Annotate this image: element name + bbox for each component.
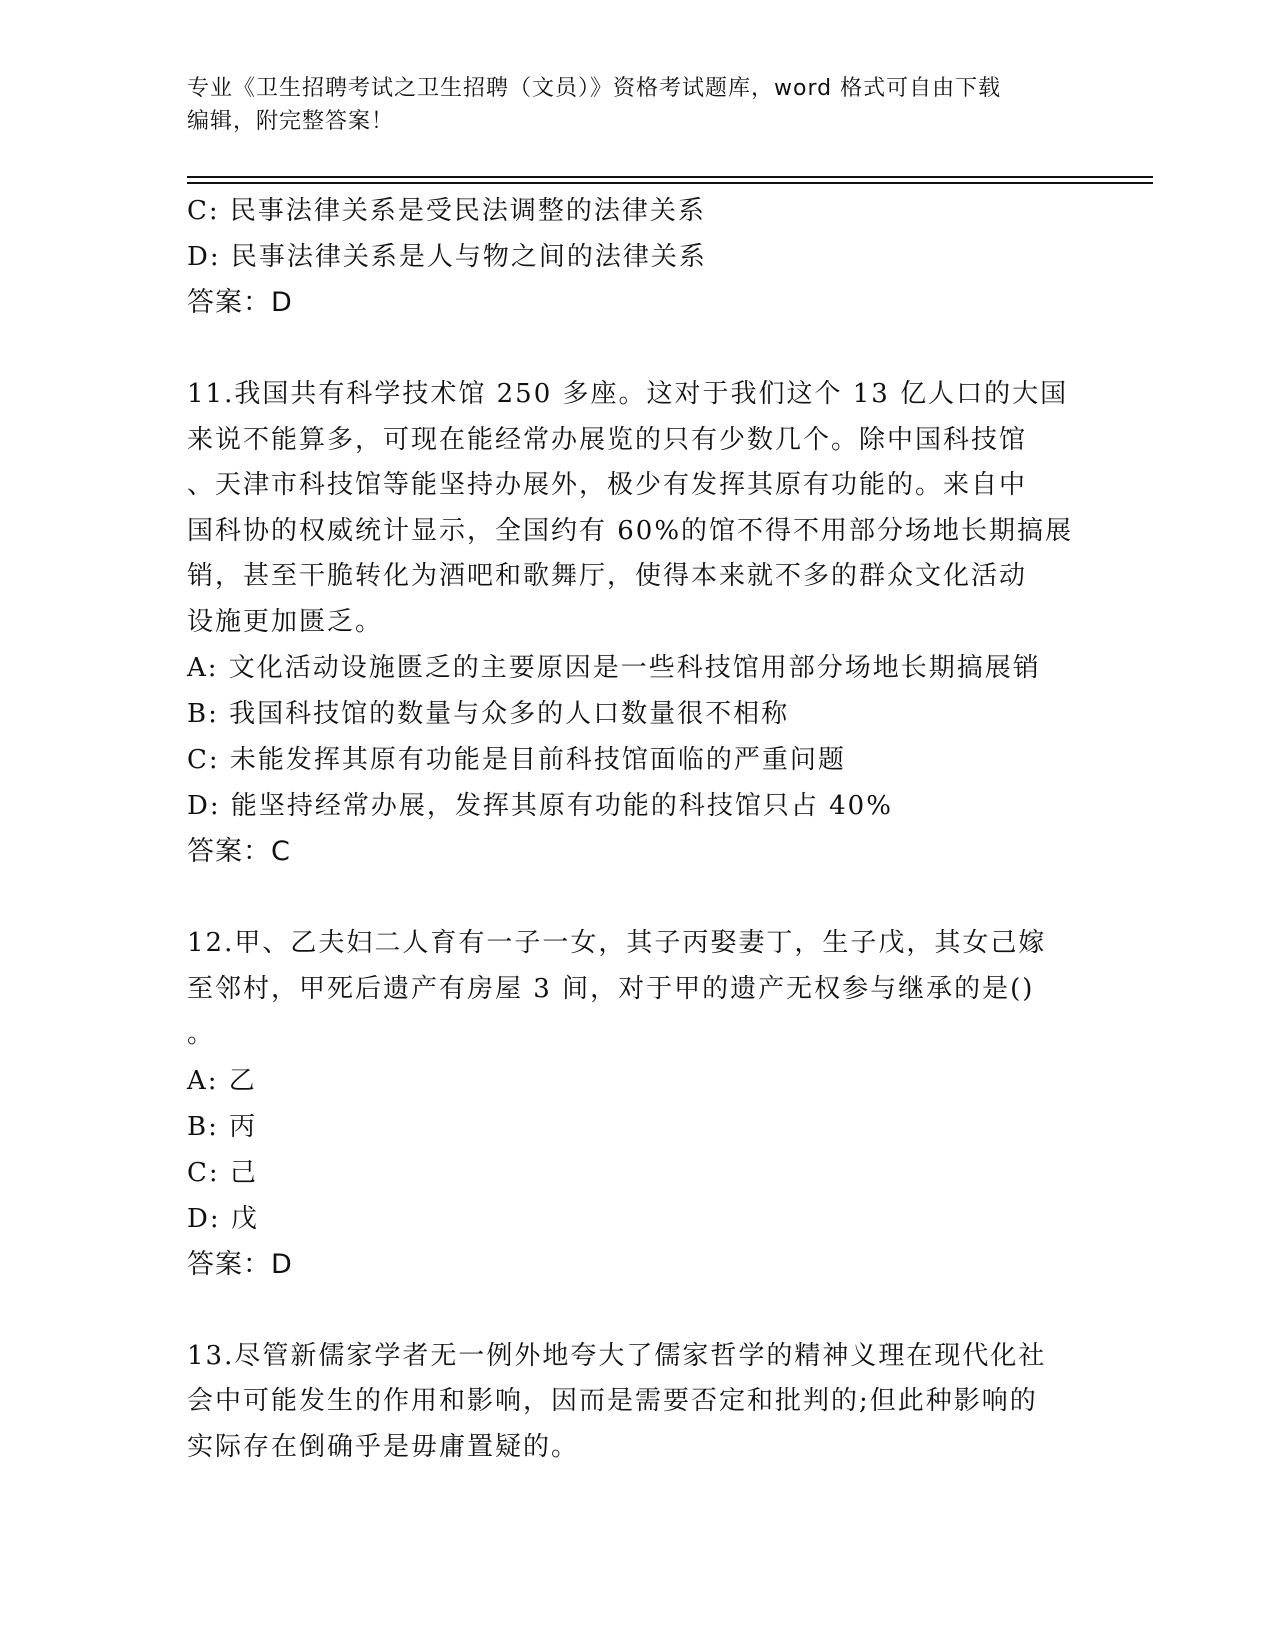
question-stem bbox=[187, 1334, 1087, 1471]
option-a: A: 乙 bbox=[187, 1065, 257, 1096]
stem-line: 12.甲、乙夫妇二人育有一子一女，其子丙娶妻丁，生子戊，其女己嫁 bbox=[187, 928, 1047, 958]
stem-line: 设施更加匮乏。 bbox=[187, 606, 384, 637]
question-13 bbox=[187, 1334, 1087, 1471]
spacer bbox=[187, 326, 1087, 372]
spacer bbox=[187, 1288, 1087, 1334]
option-d: D: 戊 bbox=[187, 1203, 259, 1234]
stem-line: 至邻村，甲死后遗产有房屋 3 间，对于甲的遗产无权参与继承的是() bbox=[187, 973, 1035, 1004]
option-c: C: 未能发挥其原有功能是目前科技馆面临的严重问题 bbox=[187, 745, 846, 775]
answer: 答案：C bbox=[187, 836, 291, 867]
option-d: D: 民事法律关系是人与物之间的法律关系 bbox=[187, 242, 707, 272]
question-stem bbox=[187, 921, 1087, 1058]
option-b: B: 丙 bbox=[187, 1111, 258, 1142]
header-line-1: 专业《卫生招聘考试之卫生招聘（文员）》资格考试题库，word 格式可自由下载 bbox=[187, 76, 1002, 101]
option-d: D: 能坚持经常办展，发挥其原有功能的科技馆只占 40% bbox=[187, 791, 893, 821]
stem-line: 会中可能发生的作用和影响，因而是需要否定和批判的;但此种影响的 bbox=[187, 1386, 1038, 1416]
stem-line: 来说不能算多，可现在能经常办展览的只有少数几个。除中国科技馆 bbox=[187, 424, 1028, 455]
option-b: B: 我国科技馆的数量与众多的人口数量很不相称 bbox=[187, 699, 790, 729]
stem-line: 。 bbox=[187, 1019, 216, 1049]
option-c: C: 己 bbox=[187, 1157, 258, 1188]
answer: 答案：D bbox=[187, 287, 293, 318]
answer: 答案：D bbox=[187, 1248, 293, 1280]
spacer bbox=[187, 875, 1087, 921]
question-content bbox=[187, 188, 1087, 1470]
header-divider-bottom bbox=[187, 182, 1153, 184]
question-11 bbox=[187, 372, 1087, 875]
question-12 bbox=[187, 921, 1087, 1288]
stem-line: 、天津市科技馆等能坚持办展外，极少有发挥其原有功能的。来自中 bbox=[187, 470, 1028, 500]
question-10 bbox=[187, 188, 1087, 326]
stem-line: 实际存在倒确乎是毋庸置疑的。 bbox=[187, 1431, 580, 1462]
header-divider-top bbox=[187, 176, 1153, 178]
option-c: C: 民事法律关系是受民法调整的法律关系 bbox=[187, 196, 706, 226]
stem-line: 11.我国共有科学技术馆 250 多座。这对于我们这个 13 亿人口的大国 bbox=[187, 379, 1069, 409]
stem-line: 13.尽管新儒家学者无一例外地夸大了儒家哲学的精神义理在现代化社 bbox=[187, 1340, 1047, 1371]
document-header bbox=[187, 72, 1087, 138]
header-line-2: 编辑，附完整答案！ bbox=[187, 109, 395, 134]
stem-line: 国科协的权威统计显示，全国约有 60%的馆不得不用部分场地长期搞展 bbox=[187, 515, 1074, 546]
option-a: A: 文化活动设施匮乏的主要原因是一些科技馆用部分场地长期搞展销 bbox=[187, 653, 1041, 683]
stem-line: 销，甚至干脆转化为酒吧和歌舞厅，使得本来就不多的群众文化活动 bbox=[187, 561, 1028, 591]
question-stem bbox=[187, 372, 1087, 645]
